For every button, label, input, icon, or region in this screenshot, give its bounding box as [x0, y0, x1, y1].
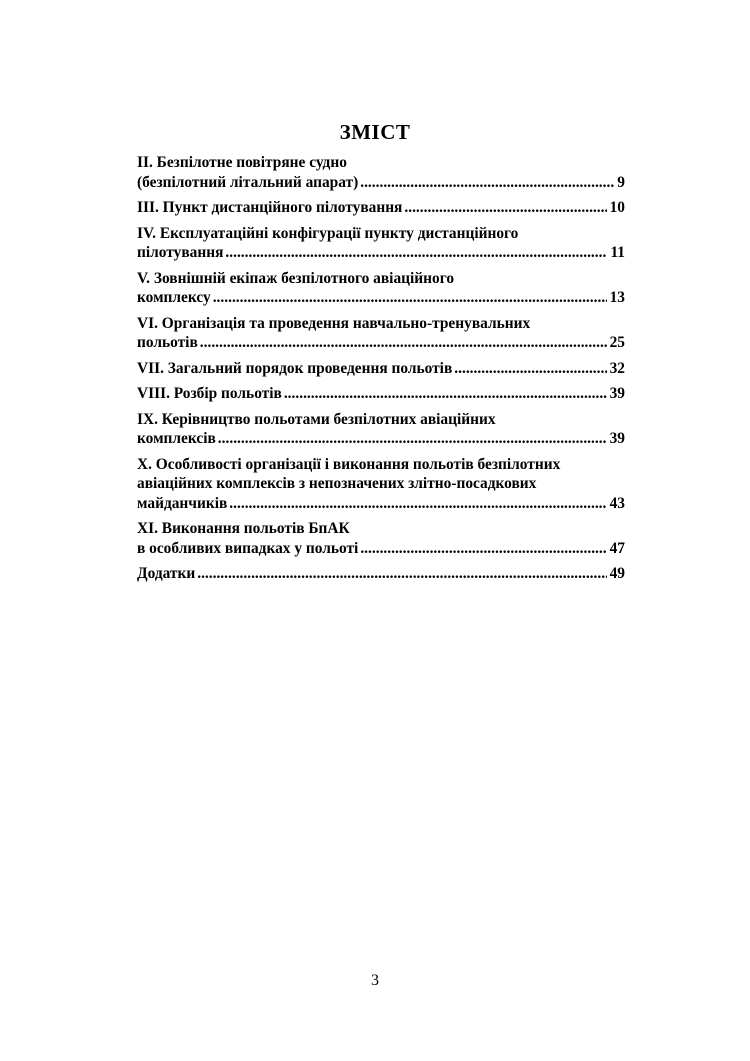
toc-entry: [137, 519, 625, 558]
toc-entry-row: [137, 288, 625, 308]
toc-entry-page: 47: [609, 539, 625, 557]
toc-entry-row: [137, 539, 625, 559]
toc-entry-text: авіаційних комплексів з непозначених злітно-посадкових: [137, 475, 537, 492]
toc-entry-text: VI. Організація та проведення навчально-тренувальних: [137, 314, 531, 332]
toc-entry: [137, 410, 625, 449]
toc-entry: [137, 224, 625, 263]
dot-leader: [213, 288, 607, 308]
toc-entry-row: [137, 494, 625, 514]
toc-entry-text: польотів: [137, 334, 198, 351]
toc-entry: [137, 198, 625, 218]
page-number: 3: [371, 972, 379, 989]
dot-leader: [200, 333, 607, 353]
toc-entry-text: IV. Експлуатаційні конфігурації пункту дистанційного: [137, 224, 519, 242]
toc-entry-row: [137, 333, 625, 353]
toc-entry-page: 11: [610, 244, 625, 261]
toc-entry-page: 10: [609, 199, 625, 216]
dot-leader: [229, 494, 606, 514]
toc-entry: [137, 455, 625, 514]
dot-leader: [404, 198, 606, 218]
dot-leader: [454, 359, 606, 379]
toc-entry-row: [137, 359, 625, 379]
toc-entry-row: [137, 243, 625, 263]
toc-entry-row: [137, 173, 625, 193]
toc-entry-text: Х. Особливості організації і виконання польотів безпілотних: [137, 455, 561, 473]
toc-entry: [137, 384, 625, 404]
toc-entry-row: [137, 198, 625, 218]
toc-entry-text: (безпілотний літальний апарат): [137, 173, 359, 191]
dot-leader: [360, 539, 606, 559]
toc-entry-text: ІХ. Керівництво польотами безпілотних авіаційних: [137, 410, 496, 428]
toc-entry-row: [137, 429, 625, 449]
toc-entry-text: VІII. Розбір польотів: [137, 385, 282, 402]
toc-entry-text: комплексу: [137, 289, 211, 306]
toc-entry-text: Додатки: [137, 565, 196, 582]
toc-entry-text: VІI. Загальний порядок проведення польотів: [137, 359, 453, 377]
table-of-contents: [137, 153, 625, 590]
toc-title: ЗМІСТ: [339, 120, 411, 144]
toc-entry-text: пілотування: [137, 244, 224, 261]
dot-leader: [197, 564, 606, 584]
toc-entry-row: [137, 384, 625, 404]
toc-entry: [137, 153, 625, 192]
toc-entry-page: 43: [609, 494, 625, 512]
dot-leader: [225, 243, 607, 263]
dot-leader: [360, 173, 614, 193]
toc-entry-text: ІІІ. Пункт дистанційного пілотування: [137, 199, 403, 216]
toc-entry: [137, 314, 625, 353]
dot-leader: [284, 384, 607, 404]
toc-entry-page: 13: [609, 289, 625, 306]
toc-entry-page: 32: [609, 359, 625, 377]
toc-entry-text: в особливих випадках у польоті: [137, 539, 359, 557]
toc-entry-text: комплексів: [137, 430, 216, 447]
toc-entry: [137, 564, 625, 584]
toc-entry-row: [137, 564, 625, 584]
toc-entry-text: ХI. Виконання польотів БпАК: [137, 520, 350, 537]
toc-entry-text: майданчиків: [137, 494, 228, 512]
toc-entry-text: ІІ. Безпілотне повітряне судно: [137, 154, 347, 171]
toc-entry-page: 9: [617, 173, 625, 191]
toc-entry-page: 25: [609, 334, 625, 351]
toc-entry-page: 49: [609, 565, 625, 582]
toc-entry-page: 39: [609, 430, 625, 447]
dot-leader: [218, 429, 607, 449]
toc-entry-text: V. Зовнішній екіпаж безпілотного авіаційного: [137, 269, 455, 287]
toc-entry-page: 39: [609, 385, 625, 402]
toc-entry: [137, 359, 625, 379]
toc-entry: [137, 269, 625, 308]
